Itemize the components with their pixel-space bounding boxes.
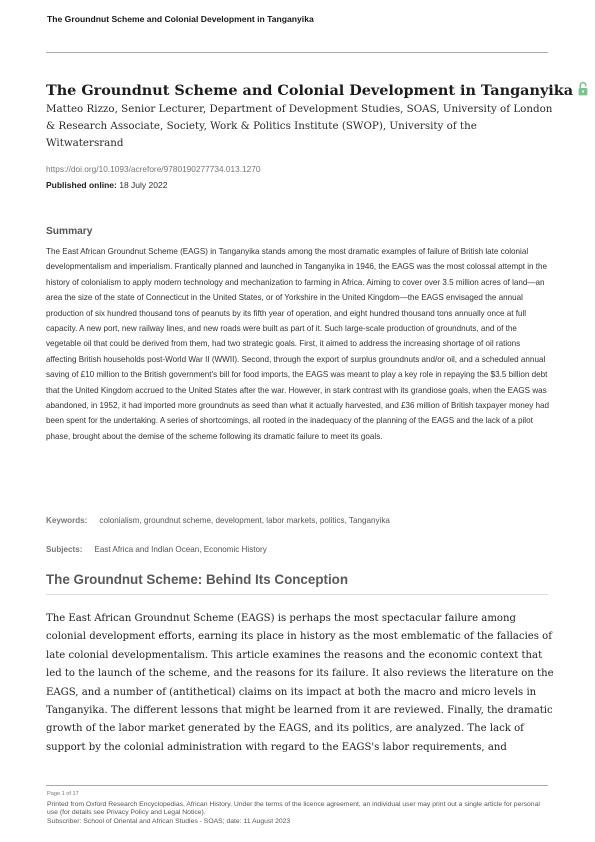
summary-heading: Summary (46, 226, 93, 237)
keywords-row (46, 516, 390, 525)
author-affiliation: Matteo Rizzo, Senior Lecturer, Department of Development Studies, SOAS, University of London & Research Associate, Society, Work & Politics Institute (SWOP), University of the Witwatersrand (46, 103, 553, 149)
page-number: Page 1 of 17 (47, 791, 79, 797)
article-title (46, 81, 588, 100)
doi-link[interactable]: https://doi.org/10.1093/acrefore/9780190277734.013.1270 (46, 164, 261, 174)
keywords-value[interactable]: colonialism, groundnut scheme, development, labor markets, politics, Tanganyika (99, 516, 390, 525)
footer-subscriber: Subscriber: School of Oriental and African Studies - SOAS; date: 11 August 2023 (47, 817, 291, 825)
subjects-row (46, 545, 267, 554)
article-title-text: The Groundnut Scheme and Colonial Development in Tanganyika (46, 82, 574, 99)
subjects-value[interactable]: East Africa and Indian Ocean, Economic History (94, 545, 267, 554)
footer-divider (46, 785, 548, 786)
section-heading: The Groundnut Scheme: Behind Its Conception (46, 572, 349, 587)
keywords-label: Keywords: (46, 516, 88, 525)
published-date-value: 18 July 2022 (119, 180, 168, 190)
running-header-title: The Groundnut Scheme and Colonial Development in Tanganyika (47, 14, 314, 24)
section-divider (46, 594, 548, 595)
published-label: Published online: (46, 180, 117, 190)
footer-notice (47, 801, 552, 826)
published-date (46, 180, 167, 190)
section-body-text: The East African Groundnut Scheme (EAGS) is perhaps the most spectacular failure among colonial development efforts, earning its place in history as the most emblematic of the fallacies of late colonial developmentalism. This article examines the reasons and the economic context that led to the launch of the scheme, and the reasons for its failure. It also reviews the literature on the EAGS, and a number of (antithetical) claims on its impact at both the macro and micro levels in Tanganyika. The different lessons that might be learned from it are reviewed. Finally, the dramatic growth of the labor market generated by the EAGS, and its politics, are analyzed. The lack of support by the colonial administration with regard to the EAGS's labor requirements, and (46, 613, 554, 753)
subjects-label: Subjects: (46, 545, 83, 554)
open-access-lock-icon (578, 81, 588, 100)
header-divider (46, 52, 548, 53)
footer-print-notice: Printed from Oxford Research Encyclopedias, African History. Under the terms of the licence agreement, an individual user may print out a single article for personal use (for details see Privacy Policy and Legal Notice). (47, 801, 540, 817)
summary-text: The East African Groundnut Scheme (EAGS) in Tanganyika stands among the most dramatic examples of failure of British late colonial developmentalism and imperialism. Frantically planned and launched in Tanganyika in 1946, the EAGS was the most colossal attempt in the history of colonialism to apply modern technology and mechanization to farming in Africa. Aiming to cover over 3.5 million acres of land—an area the size of the state of Connecticut in the United States, or of Yorkshire in the United Kingdom—the EAGS envisaged the annual production of six hundred thousand tons of peanuts by its fifth year of operation, and eight hundred thousand tons annually once at full capacity. A new port, new railway lines, and new roads were built as part of it. Such large-scale production of groundnuts, and of the vegetable oil that could be derived from them, had two strategic goals. First, it aimed to address the increasing shortage of oil rations affecting British households post-World War II (WWII). Second, through the export of surplus groundnuts and/or oil, and a scheduled annual saving of £10 million to the British government's bill for food imports, the EAGS was meant to play a key role in repaying the $3.5 billion debt that the United Kingdom accrued to the United States after the war. However, in stark contrast with its grandiose goals, when the EAGS was abandoned, in 1952, it had imported more groundnuts as seed than what it actually harvested, and £36 million of British taxpayer money had been spent for the undertaking. A series of shortcomings, all rooted in the inadequacy of the planning of the EAGS and the lack of a pilot phase, brought about the demise of the scheme following its dramatic failure to meet its goals. (46, 247, 550, 441)
